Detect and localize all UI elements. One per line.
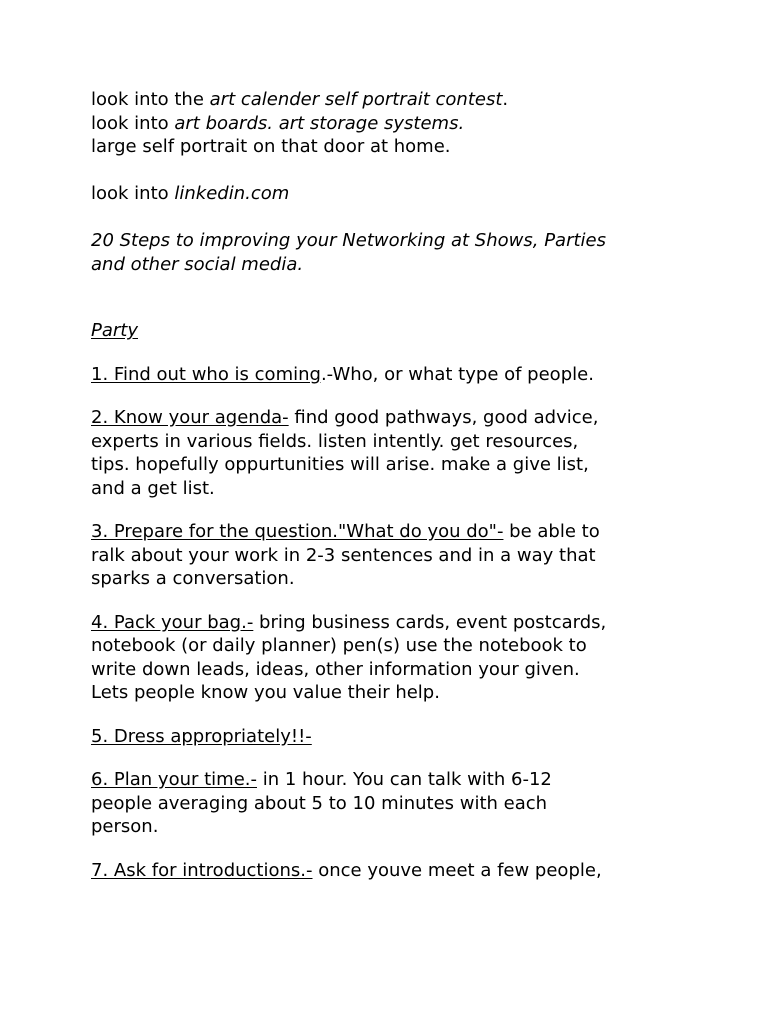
intro-block — [91, 88, 691, 159]
step-4-title: 4. Pack your bag.- — [91, 611, 254, 633]
step-4: 4. Pack your bag.- bring business cards, event postcards, notebook (or daily planner) pen(s) use the notebook to write down leads, ideas, other information your given. Lets people know you value their help. — [91, 611, 607, 703]
step-2-title: 2. Know your agenda- — [91, 407, 289, 428]
intro-line-3: large self portrait on that door at home. — [91, 136, 451, 157]
intro-line-2: look into art boards. art storage systems. — [91, 112, 465, 134]
heading-line-2: and other social media. — [91, 253, 304, 275]
step-6-title: 6. Plan your time.- — [91, 769, 257, 790]
step-1-title: 1. Find out who is coming — [91, 363, 321, 385]
step-1-body: .-Who, or what type of people. — [320, 363, 594, 385]
section-title — [91, 319, 691, 343]
step-5 — [91, 725, 691, 749]
intro-line-4: look into linkedin.com — [91, 183, 290, 204]
step-7-title: 7. Ask for introductions.- — [91, 859, 313, 881]
step-3: 3. Prepare for the question."What do you do"- be able to ralk about your work in 2-3 sentences and in a way that sparks a conversation. — [91, 521, 600, 589]
intro-linkedin — [91, 182, 691, 206]
document-page — [91, 88, 691, 882]
step-5-title: 5. Dress appropriately!!- — [91, 725, 312, 747]
step-7: 7. Ask for introductions.- once youve meet a few people, — [91, 859, 602, 881]
section-party: Party — [91, 320, 138, 341]
step-6: 6. Plan your time.- in 1 hour. You can talk with 6-12 people averaging about 5 to 10 minutes with each person. — [91, 769, 552, 837]
step-2: 2. Know your agenda- find good pathways, good advice, experts in various fields. listen intently. get resources, tips. hopefully oppurtunities will arise. make a give list, and a get list. — [91, 407, 599, 499]
heading-line-1: 20 Steps to improving your Networking at Shows, Parties — [91, 230, 606, 251]
step-3-title: 3. Prepare for the question."What do you do"- — [91, 521, 504, 542]
intro-line-1: look into the art calender self portrait contest. — [91, 89, 509, 110]
heading — [91, 229, 691, 276]
step-1 — [91, 363, 691, 387]
